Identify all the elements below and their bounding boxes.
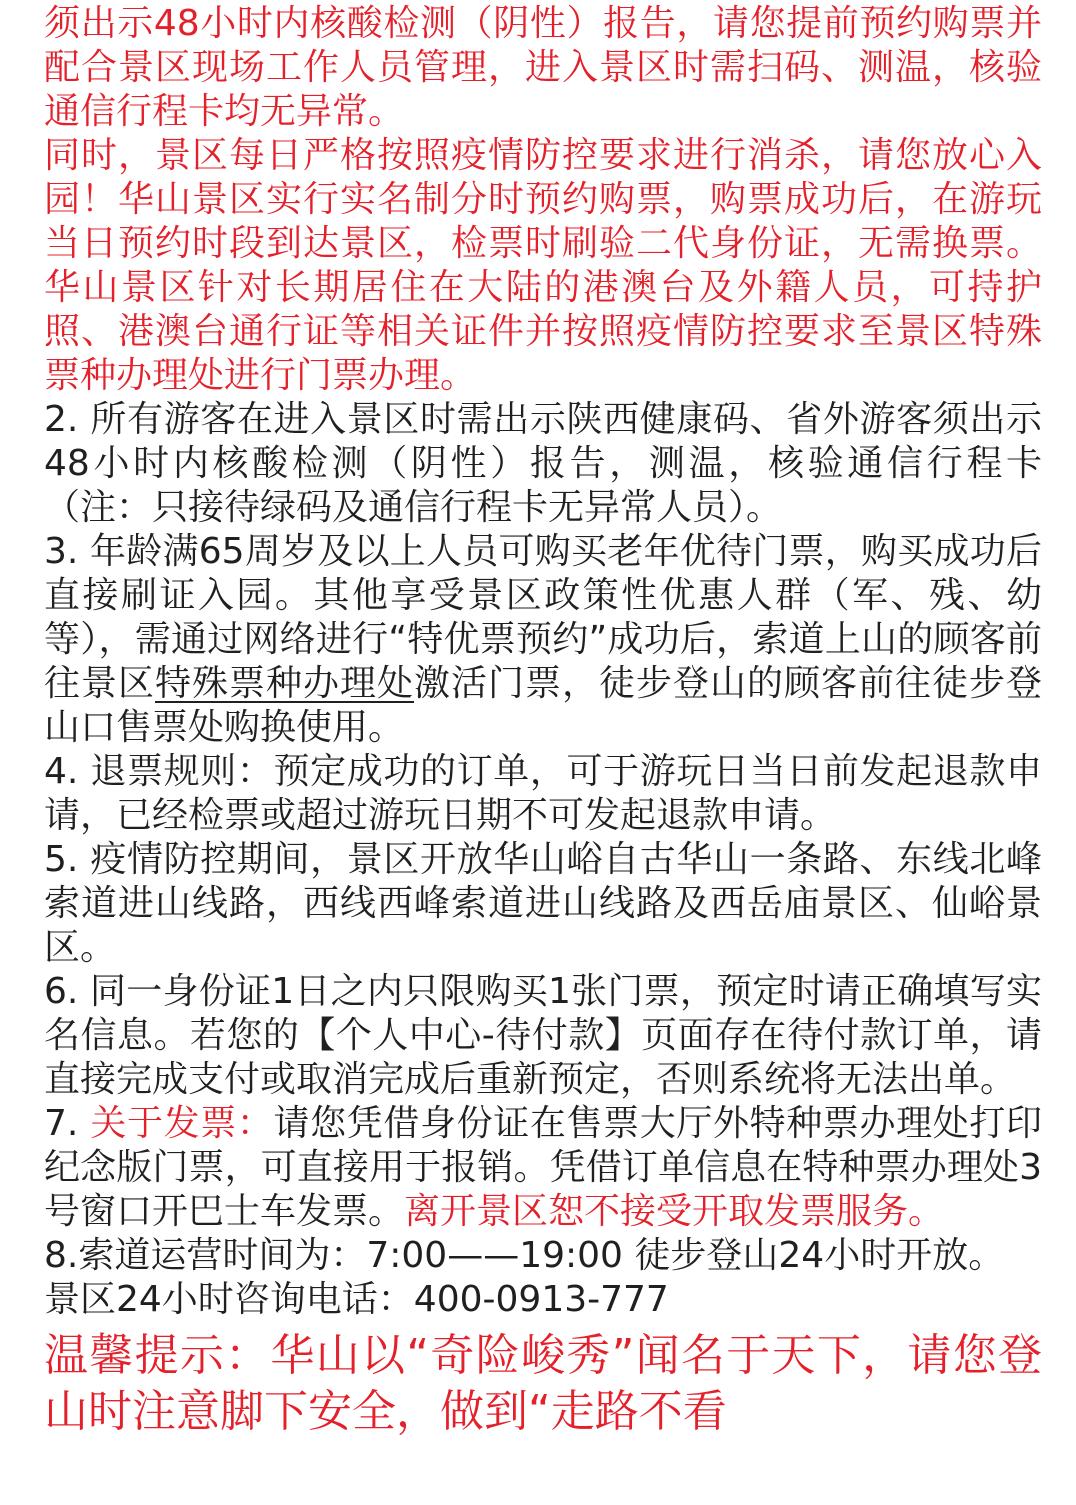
rule-item-4: 4. 退票规则：预定成功的订单，可于游玩日当日前发起退款申请，已经检票或超过游玩日期不可发起退款申请。	[44, 751, 1042, 836]
rule-item-3-text-a: 3. 年龄满65周岁及以上人员可购买老年优待门票，购买成功后直接刷证入园。其他享受景区政策性优惠人群（军、残、幼等），需通过网络进行“特优票预约”成功后，索道上山的顾客前往景区	[44, 531, 1042, 704]
rule-item-3-text-b: 激活门票，徒步登山的顾客前往徒步登山口售票处购换使用。	[44, 663, 1042, 748]
rule-item-2: 2. 所有游客在进入景区时需出示陕西健康码、省外游客须出示48小时内核酸检测（阴性）报告，测温，核验通信行程卡（注：只接待绿码及通信行程卡无异常人员）。	[44, 399, 1042, 528]
invoice-warning: 离开景区恕不接受开取发票服务。	[404, 1191, 945, 1232]
epidemic-notice: 须出示48小时内核酸检测（阴性）报告，请您提前预约购票并配合景区现场工作人员管理，进入景区时需扫码、测温，核验通信行程卡均无异常。	[44, 3, 1042, 132]
rule-item-6: 6. 同一身份证1日之内只限购买1张门票，预定时请正确填写实名信息。若您的【个人中心-待付款】页面存在待付款订单，请直接完成支付或取消完成后重新预定，否则系统将无法出单。	[44, 971, 1042, 1100]
rule-item-8: 8.索道运营时间为：7:00——19:00 徒步登山24小时开放。	[44, 1235, 1005, 1276]
safety-tip: 温馨提示：华山以“奇险峻秀”闻名于天下，请您登山时注意脚下安全，做到“走路不看	[44, 1330, 1042, 1437]
rule-item-7	[44, 1102, 1042, 1234]
hotline: 景区24小时咨询电话：400-0913-777	[44, 1279, 669, 1320]
invoice-heading: 关于发票：	[90, 1103, 274, 1144]
invoice-text: 请您凭借身份证在售票大厅外特种票办理处打印纪念版门票，可直接用于报销。凭借订单信息在特种票办理处3号窗口开巴士车发票。	[44, 1103, 1042, 1232]
rule-item-7-number: 7.	[44, 1103, 91, 1144]
special-ticket-office-link[interactable]: 特殊票种办理处	[155, 663, 414, 704]
rule-item-3	[44, 530, 1042, 750]
rule-item-5: 5. 疫情防控期间，景区开放华山峪自古华山一条路、东线北峰索道进山线路，西线西峰索道进山线路及西岳庙景区、仙峪景区。	[44, 839, 1042, 968]
disinfection-notice: 同时，景区每日严格按照疫情防控要求进行消杀，请您放心入园！华山景区实行实名制分时预约购票，购票成功后，在游玩当日预约时段到达景区，检票时刷验二代身份证，无需换票。华山景区针对长期居住在大陆的港澳台及外籍人员，可持护照、港澳台通行证等相关证件并按照疫情防控要求至景区特殊票种办理处进行门票办理。	[44, 135, 1042, 396]
